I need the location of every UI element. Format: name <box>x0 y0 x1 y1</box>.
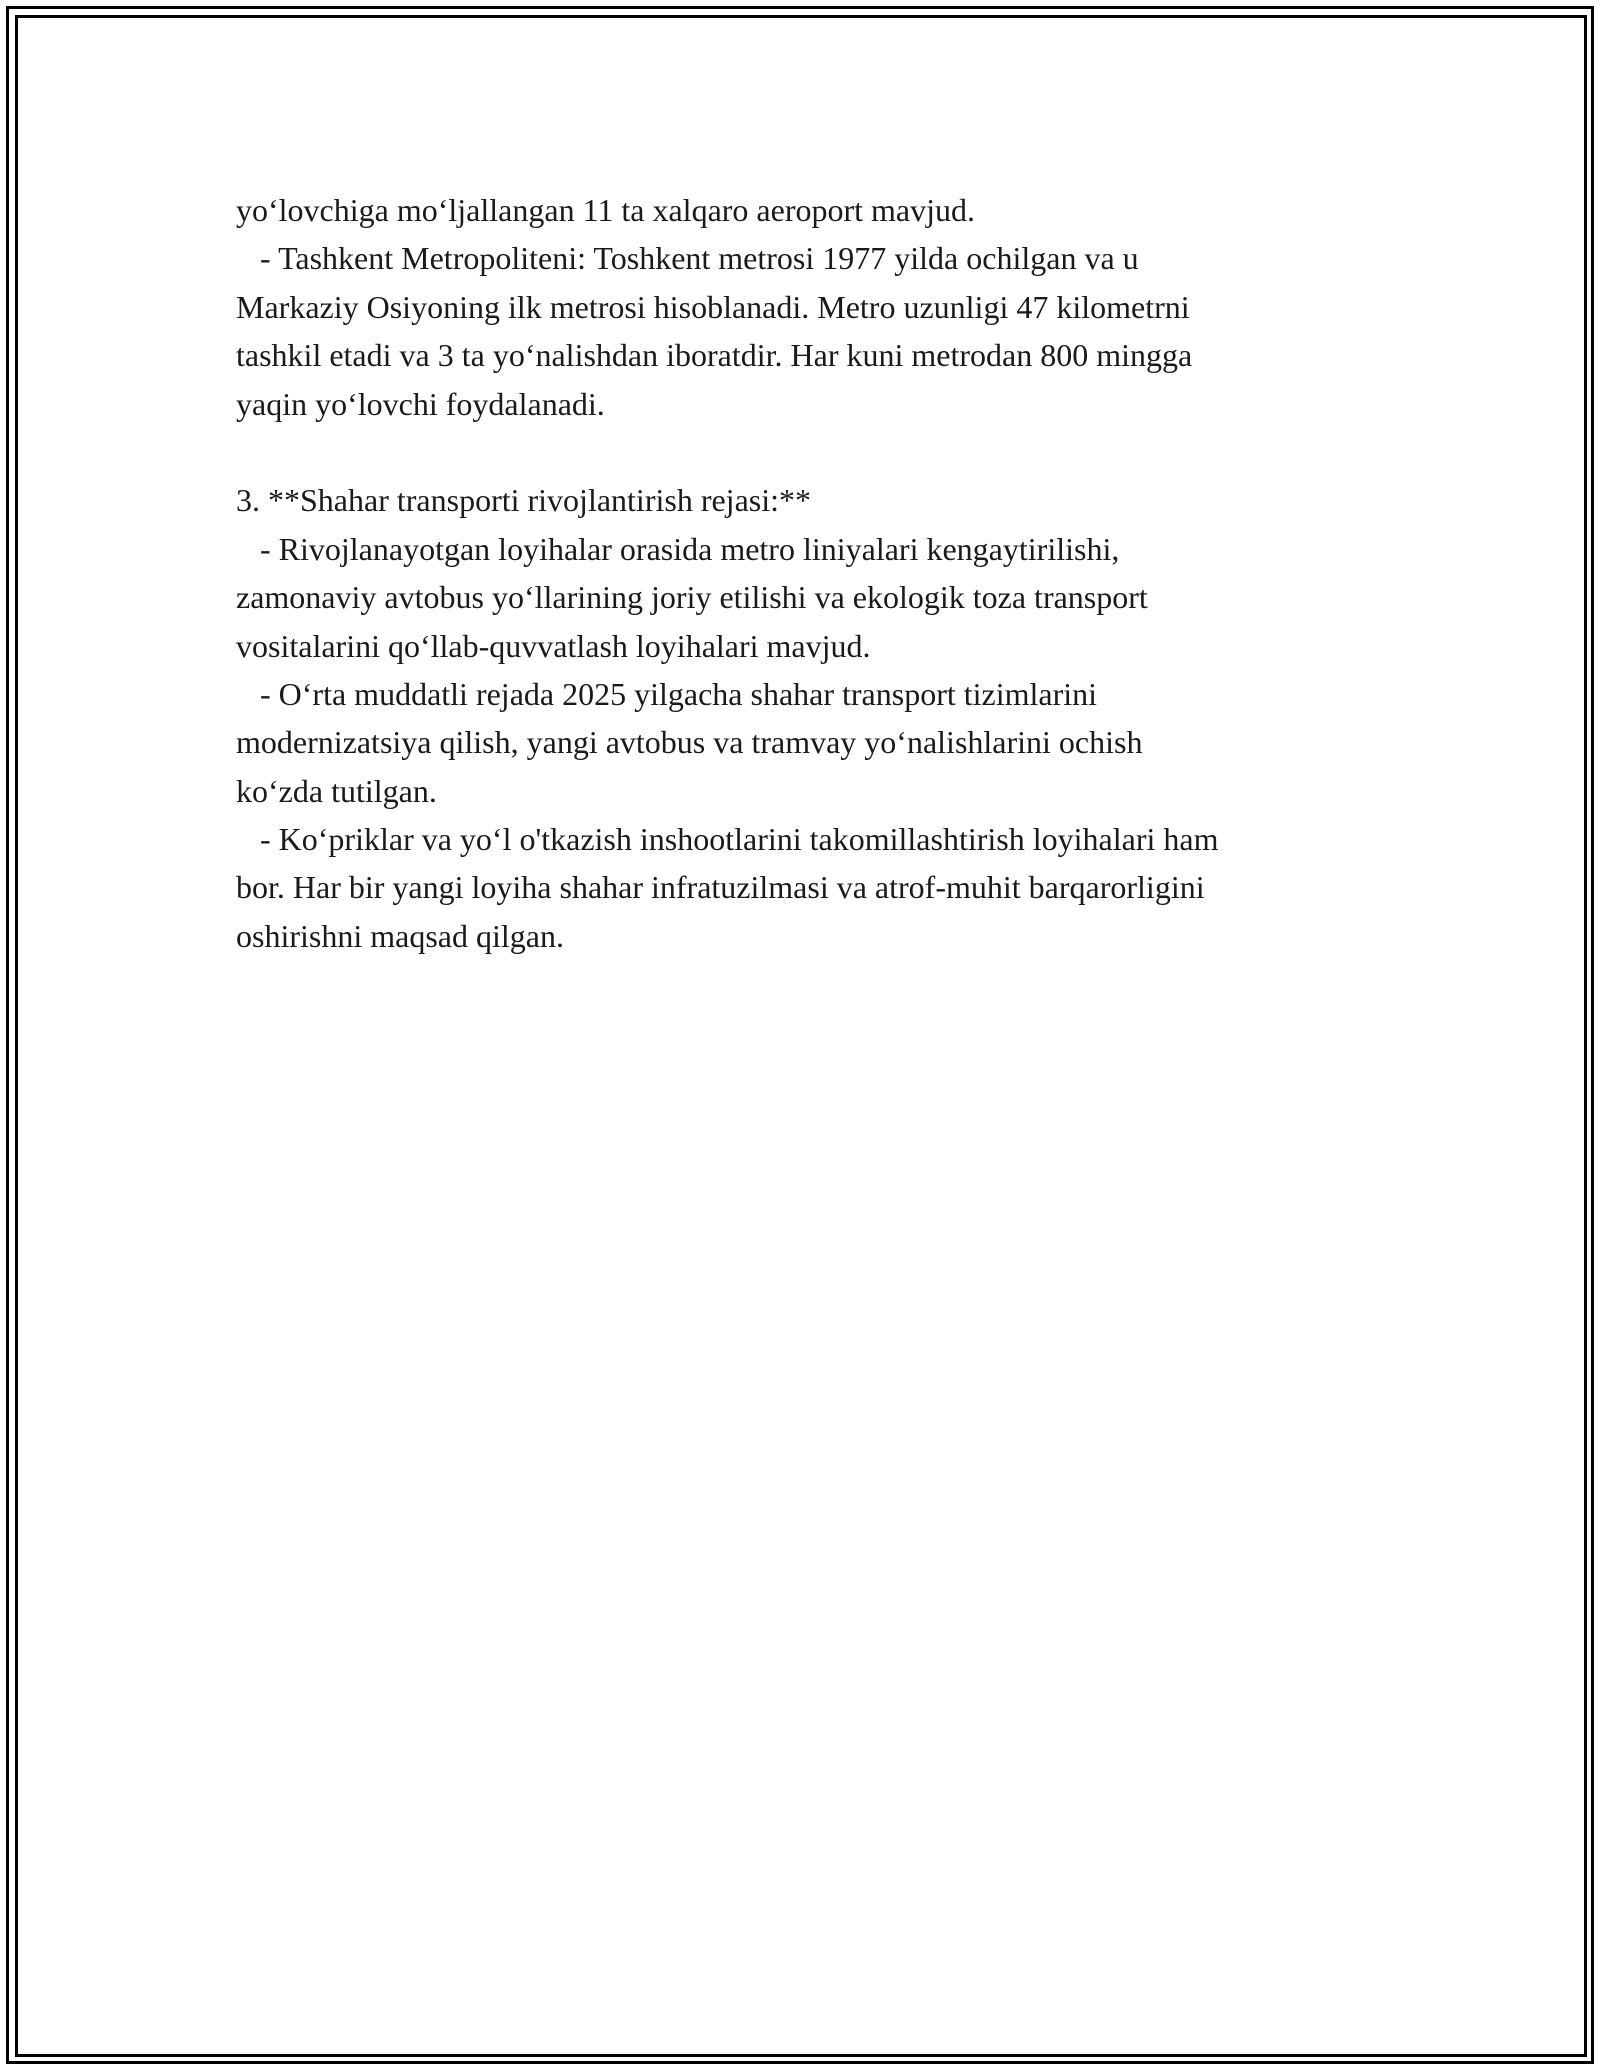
paragraph-spacer <box>236 428 1366 476</box>
section-heading: 3. **Shahar transporti rivojlantirish rejasi:** <box>236 482 811 519</box>
text-line: - O‘rta muddatli rejada 2025 yilgacha shahar transport tizimlarini <box>236 675 1098 712</box>
text-line: yaqin yo‘lovchi foydalanadi. <box>236 385 605 422</box>
text-line: ko‘zda tutilgan. <box>236 772 437 809</box>
text-line: oshirishni maqsad qilgan. <box>236 917 564 954</box>
text-line: vositalarini qo‘llab-quvvatlash loyihalari mavjud. <box>236 627 871 664</box>
text-line: modernizatsiya qilish, yangi avtobus va tramvay yo‘nalishlarini ochish <box>236 724 1143 761</box>
text-line: - Rivojlanayotgan loyihalar orasida metro liniyalari kengaytirilishi, <box>236 530 1120 567</box>
text-line: tashkil etadi va 3 ta yo‘nalishdan iboratdir. Har kuni metrodan 800 mingga <box>236 337 1193 374</box>
text-line: - Tashkent Metropoliteni: Toshkent metrosi 1977 yilda ochilgan va u <box>236 240 1139 277</box>
text-line: zamonaviy avtobus yo‘llarining joriy etilishi va ekologik toza transport <box>236 579 1148 616</box>
text-line: Markaziy Osiyoning ilk metrosi hisoblanadi. Metro uzunligi 47 kilometrni <box>236 288 1190 325</box>
text-line: bor. Har bir yangi loyiha shahar infratuzilmasi va atrof-muhit barqarorligini <box>236 869 1205 906</box>
text-line: yo‘lovchiga mo‘ljallangan 11 ta xalqaro aeroport mavjud. <box>236 192 976 228</box>
text-line: - Ko‘priklar va yo‘l o'tkazish inshootlarini takomillashtirish loyihalari ham <box>236 821 1219 858</box>
document-body <box>236 186 1366 960</box>
